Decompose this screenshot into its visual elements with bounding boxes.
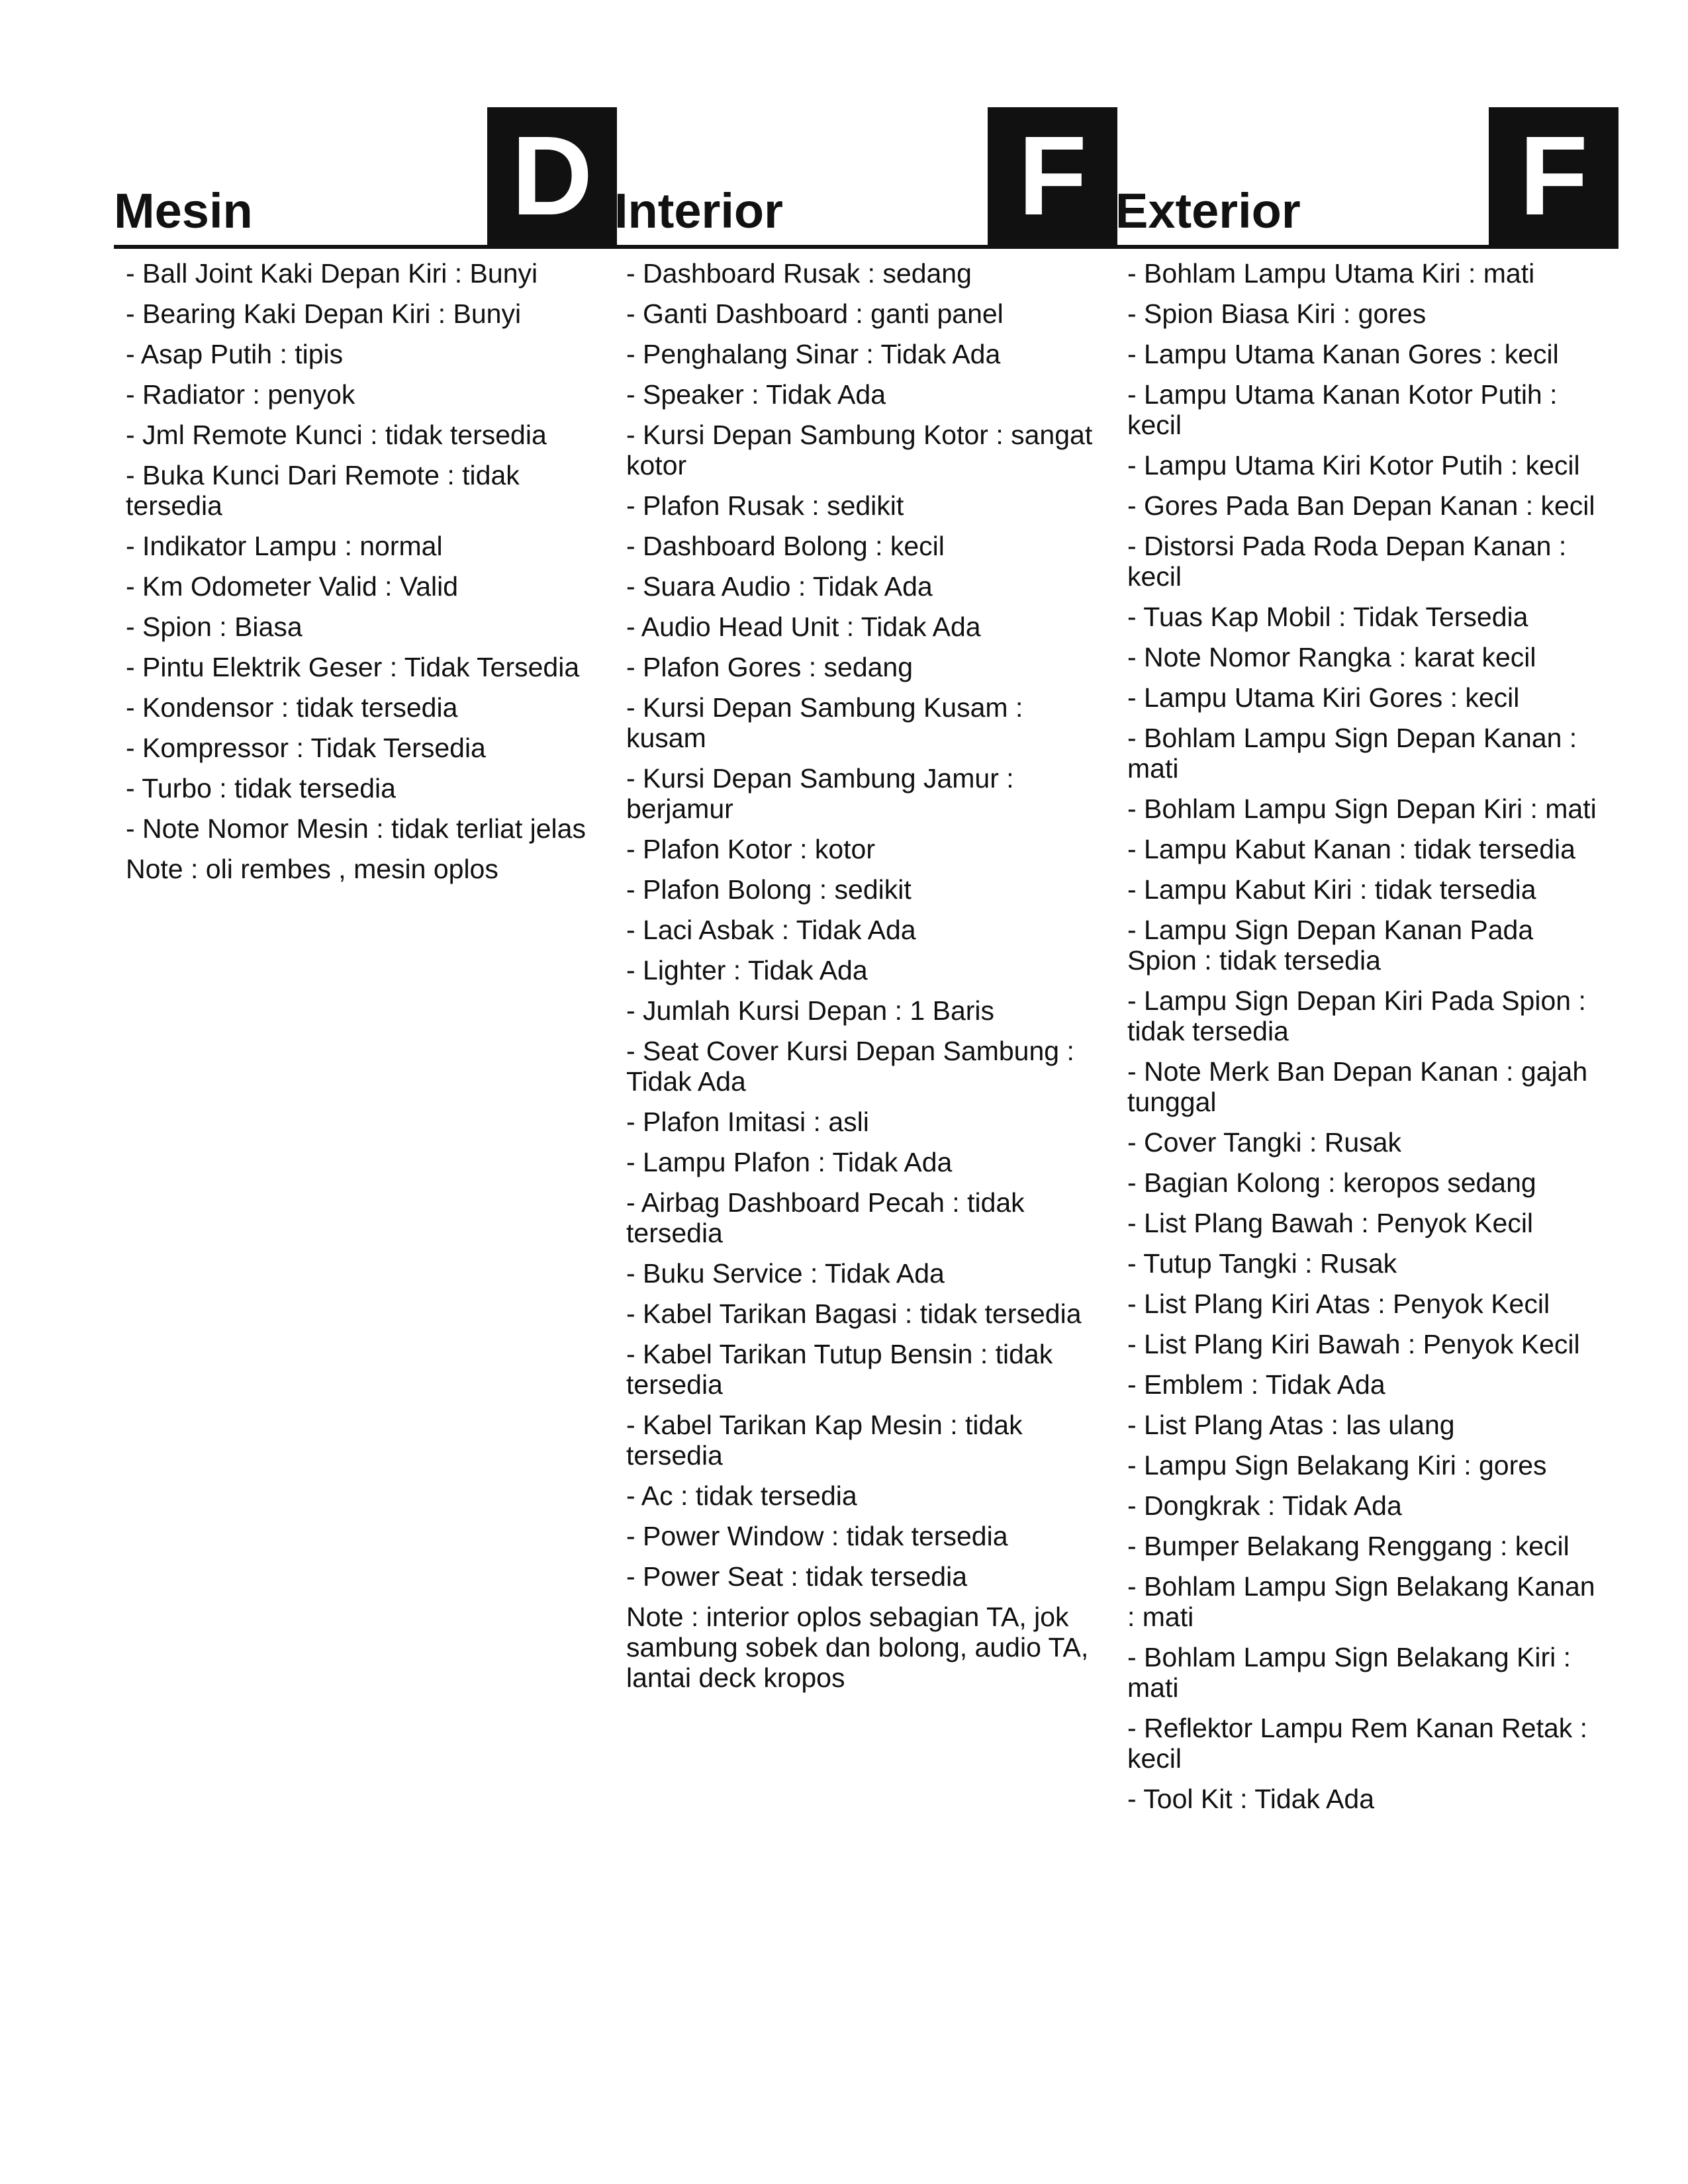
inspection-item: - Power Seat : tidak tersedia — [626, 1561, 968, 1592]
inspection-item: - List Plang Kiri Atas : Penyok Kecil — [1127, 1289, 1550, 1319]
inspection-item: - Plafon Imitasi : asli — [626, 1107, 869, 1137]
inspection-item: - Dashboard Rusak : sedang — [626, 258, 972, 289]
inspection-item: - Bagian Kolong : keropos sedang — [1127, 1167, 1536, 1198]
inspection-item: - List Plang Bawah : Penyok Kecil — [1127, 1208, 1534, 1238]
inspection-item: - Plafon Kotor : kotor — [626, 834, 876, 864]
inspection-item: - Plafon Bolong : sedikit — [626, 874, 912, 905]
inspection-item: - Bohlam Lampu Sign Belakang Kanan : mati — [1127, 1571, 1595, 1632]
inspection-item: - Bohlam Lampu Sign Depan Kanan : mati — [1127, 723, 1577, 784]
inspection-item: - Indikator Lampu : normal — [126, 531, 443, 561]
inspection-item: - Lampu Utama Kanan Kotor Putih : kecil — [1127, 379, 1558, 440]
inspection-item: - Kabel Tarikan Tutup Bensin : tidak tersedia — [626, 1339, 1053, 1400]
inspection-item: - Seat Cover Kursi Depan Sambung : Tidak Ada — [626, 1036, 1074, 1097]
inspection-item: - Bohlam Lampu Sign Depan Kiri : mati — [1127, 794, 1597, 824]
inspection-item: - Ac : tidak tersedia — [626, 1480, 857, 1511]
inspection-item: - Airbag Dashboard Pecah : tidak tersedia — [626, 1187, 1025, 1248]
inspection-item: - Emblem : Tidak Ada — [1127, 1369, 1385, 1400]
inspection-item: - List Plang Atas : las ulang — [1127, 1410, 1455, 1440]
section-title: Exterior — [1115, 183, 1301, 238]
inspection-item: - Lighter : Tidak Ada — [626, 955, 868, 985]
inspection-item: - Kondensor : tidak tersedia — [126, 692, 458, 723]
inspection-item: - Lampu Sign Depan Kiri Pada Spion : tidak tersedia — [1127, 985, 1586, 1046]
inspection-item: - Note Merk Ban Depan Kanan : gajah tunggal — [1127, 1056, 1588, 1117]
section-mesin — [114, 107, 617, 884]
section-header — [114, 107, 617, 249]
section-note: Note : interior oplos sebagian TA, jok sambung sobek dan bolong, audio TA, lantai deck kropos — [626, 1602, 1089, 1693]
inspection-item: - Power Window : tidak tersedia — [626, 1521, 1008, 1551]
inspection-item: - Lampu Utama Kanan Gores : kecil — [1127, 339, 1559, 369]
inspection-item: - Kabel Tarikan Bagasi : tidak tersedia — [626, 1298, 1082, 1329]
inspection-item: - Distorsi Pada Roda Depan Kanan : kecil — [1127, 531, 1567, 592]
inspection-item: - Tuas Kap Mobil : Tidak Tersedia — [1127, 602, 1528, 632]
inspection-item: - Lampu Kabut Kanan : tidak tersedia — [1127, 834, 1575, 864]
inspection-item: - List Plang Kiri Bawah : Penyok Kecil — [1127, 1329, 1580, 1359]
inspection-item: - Lampu Utama Kiri Gores : kecil — [1127, 682, 1520, 713]
inspection-item: - Lampu Plafon : Tidak Ada — [626, 1147, 953, 1177]
inspection-item: - Gores Pada Ban Depan Kanan : kecil — [1127, 490, 1595, 521]
inspection-item: - Jml Remote Kunci : tidak tersedia — [126, 420, 547, 450]
inspection-item: - Spion Biasa Kiri : gores — [1127, 298, 1427, 329]
inspection-item: - Suara Audio : Tidak Ada — [626, 571, 933, 602]
inspection-item: - Dashboard Bolong : kecil — [626, 531, 945, 561]
grade-badge: F — [1489, 107, 1618, 245]
section-header — [1115, 107, 1618, 249]
grade-badge: F — [988, 107, 1117, 245]
inspection-item: - Bearing Kaki Depan Kiri : Bunyi — [126, 298, 522, 329]
inspection-item: - Plafon Gores : sedang — [626, 652, 914, 682]
inspection-item: - Ganti Dashboard : ganti panel — [626, 298, 1004, 329]
inspection-item: - Reflektor Lampu Rem Kanan Retak : kecil — [1127, 1713, 1588, 1774]
inspection-item: - Bohlam Lampu Sign Belakang Kiri : mati — [1127, 1642, 1571, 1703]
inspection-list — [614, 249, 1117, 1592]
inspection-item: - Lampu Utama Kiri Kotor Putih : kecil — [1127, 450, 1580, 480]
inspection-item: - Jumlah Kursi Depan : 1 Baris — [626, 995, 995, 1026]
inspection-item: - Spion : Biasa — [126, 612, 303, 642]
section-title: Interior — [614, 183, 783, 238]
inspection-item: - Kursi Depan Sambung Jamur : berjamur — [626, 763, 1014, 824]
inspection-item: - Ball Joint Kaki Depan Kiri : Bunyi — [126, 258, 538, 289]
inspection-item: - Km Odometer Valid : Valid — [126, 571, 459, 602]
inspection-item: - Cover Tangki : Rusak — [1127, 1127, 1401, 1158]
inspection-item: - Asap Putih : tipis — [126, 339, 344, 369]
inspection-item: - Note Nomor Rangka : karat kecil — [1127, 642, 1536, 672]
grade-badge: D — [487, 107, 617, 245]
inspection-item: - Laci Asbak : Tidak Ada — [626, 915, 916, 945]
inspection-item: - Penghalang Sinar : Tidak Ada — [626, 339, 1001, 369]
inspection-list — [114, 249, 617, 844]
inspection-item: - Lampu Sign Depan Kanan Pada Spion : tidak tersedia — [1127, 915, 1534, 976]
inspection-item: - Tool Kit : Tidak Ada — [1127, 1784, 1375, 1814]
inspection-item: - Audio Head Unit : Tidak Ada — [626, 612, 981, 642]
inspection-item: - Bumper Belakang Renggang : kecil — [1127, 1531, 1570, 1561]
inspection-item: - Pintu Elektrik Geser : Tidak Tersedia — [126, 652, 580, 682]
inspection-item: - Kompressor : Tidak Tersedia — [126, 733, 486, 763]
inspection-item: - Lampu Kabut Kiri : tidak tersedia — [1127, 874, 1536, 905]
inspection-item: - Radiator : penyok — [126, 379, 355, 410]
inspection-item: - Plafon Rusak : sedikit — [626, 490, 904, 521]
section-title: Mesin — [114, 183, 253, 238]
inspection-item: - Tutup Tangki : Rusak — [1127, 1248, 1397, 1279]
inspection-item: - Bohlam Lampu Utama Kiri : mati — [1127, 258, 1535, 289]
inspection-item: - Buku Service : Tidak Ada — [626, 1258, 945, 1289]
inspection-item: - Buka Kunci Dari Remote : tidak tersedia — [126, 460, 520, 521]
inspection-item: - Kursi Depan Sambung Kusam : kusam — [626, 692, 1023, 753]
inspection-item: - Dongkrak : Tidak Ada — [1127, 1490, 1402, 1521]
section-exterior — [1115, 107, 1618, 1824]
section-header — [614, 107, 1117, 249]
inspection-item: - Kursi Depan Sambung Kotor : sangat kotor — [626, 420, 1093, 480]
inspection-item: - Kabel Tarikan Kap Mesin : tidak tersedia — [626, 1410, 1023, 1471]
inspection-item: - Turbo : tidak tersedia — [126, 773, 396, 803]
inspection-item: - Note Nomor Mesin : tidak terliat jelas — [126, 813, 586, 844]
inspection-item: - Speaker : Tidak Ada — [626, 379, 886, 410]
inspection-item: - Lampu Sign Belakang Kiri : gores — [1127, 1450, 1547, 1480]
section-note: Note : oli rembes , mesin oplos — [126, 854, 498, 884]
inspection-list — [1115, 249, 1618, 1814]
section-interior — [614, 107, 1117, 1693]
